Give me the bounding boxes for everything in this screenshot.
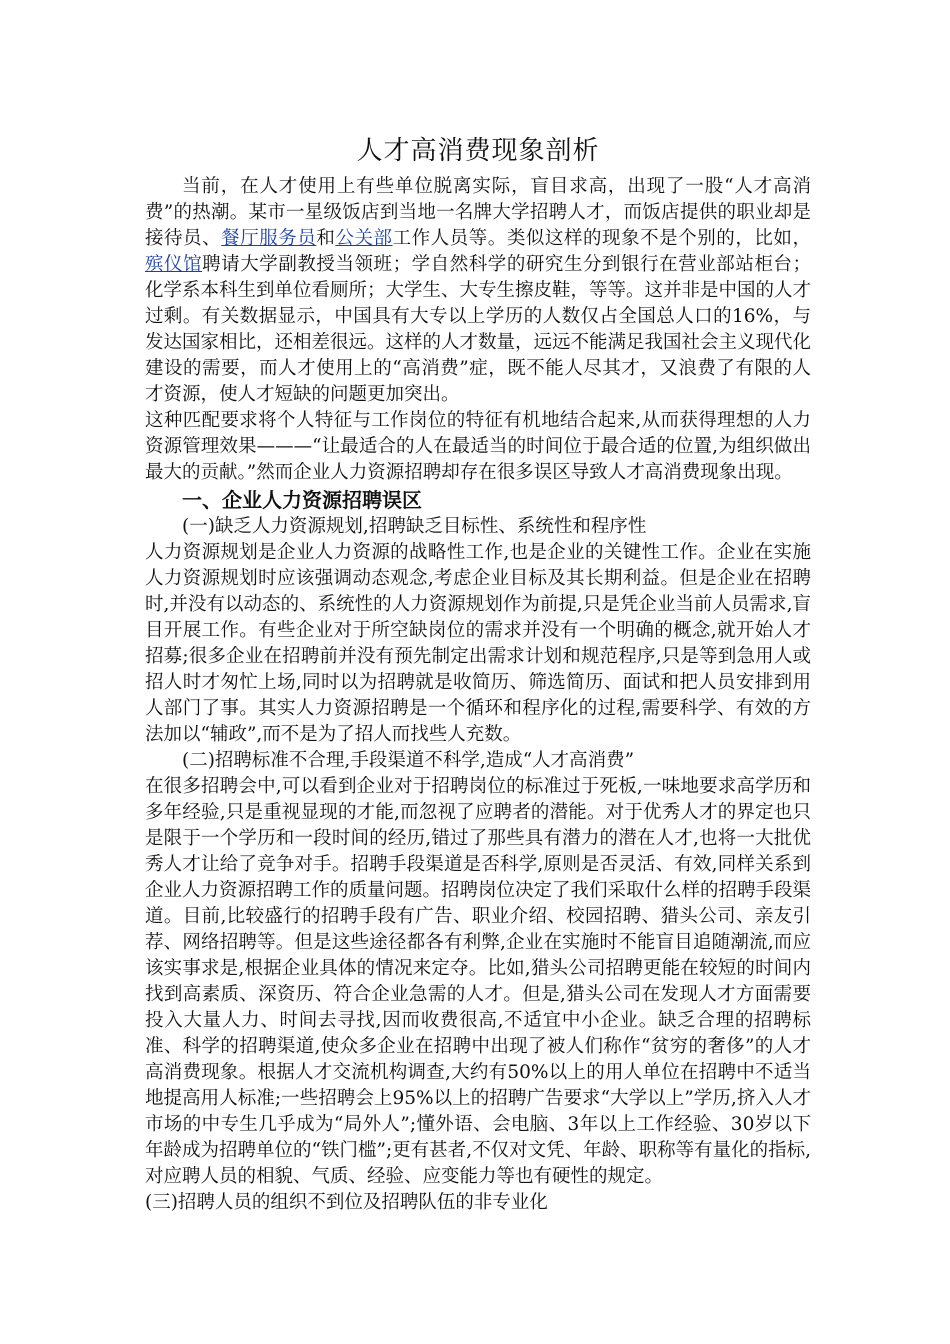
intro-text-c: 工作人员等。类似这样的现象不是个别的，比如，	[392, 228, 811, 249]
intro-paragraph-1	[145, 174, 811, 408]
link-pr-department[interactable]: 公关部	[335, 228, 393, 249]
intro-paragraph-2: 这种匹配要求将个人特征与工作岗位的特征有机地结合起来,从而获得理想的人力资源管理效果———“让最适合的人在最适当的时间位于最合适的位置,为组织做出最大的贡献。”然而企业人力资源招聘却存在很多误区导致人才高消费现象出现。	[145, 410, 811, 483]
intro-text-d: 聘请大学副教授当领班；学自然科学的研究生分到银行在营业部站柜台；化学系本科生到单位看厕所；大学生、大专生擦皮鞋，等等。这并非是中国的人才过剩。有关数据显示，中国具有大专以上学历的人数仅占全国总人口的16%，与发达国家相比，还相差很远。这样的人才数量，远远不能满足我国社会主义现代化建设的需要，而人才使用上的“高消费”症，既不能人尽其才，又浪费了有限的人才资源，使人才短缺的问题更加突出。	[145, 254, 812, 405]
subheading-3: (三)招聘人员的组织不到位及招聘队伍的非专业化	[145, 1192, 548, 1213]
subsection-1-body: 人力资源规划是企业人力资源的战略性工作,也是企业的关键性工作。企业在实施人力资源规划时应该强调动态观念,考虑企业目标及其长期利益。但是企业在招聘时,并没有以动态的、系统性的人力资源规划作为前提,只是凭企业当前人员需求,盲目开展工作。有些企业对于所空缺岗位的需求并没有一个明确的概念,就开始人才招募;很多企业在招聘前并没有预先制定出需求计划和规范程序,只是等到急用人或招人时才匆忙上场,同时以为招聘就是收简历、筛选简历、面试和把人员安排到用人部门了事。其实人力资源招聘是一个循环和程序化的过程,需要科学、有效的方法加以“辅政”,而不是为了招人而找些人充数。	[145, 542, 811, 745]
link-funeral-home[interactable]: 殡仪馆	[145, 254, 203, 275]
subheading-2: (二)招聘标准不合理,手段渠道不科学,造成“人才高消费”	[182, 750, 635, 771]
subsection-2-body: 在很多招聘会中,可以看到企业对于招聘岗位的标准过于死板,一味地要求高学历和多年经验,只是重视显现的才能,而忽视了应聘者的潜能。对于优秀人才的界定也只是限于一个学历和一段时间的经历,错过了那些具有潜力的潜在人才,也将一大批优秀人才让给了竞争对手。招聘手段渠道是否科学,原则是否灵活、有效,同样关系到企业人力资源招聘工作的质量问题。招聘岗位决定了我们采取什么样的招聘手段渠道。目前,比较盛行的招聘手段有广告、职业介绍、校园招聘、猎头公司、亲友引荐、网络招聘等。但是这些途径都各有利弊,企业在实施时不能盲目追随潮流,而应该实事求是,根据企业具体的情况来定夺。比如,猎头公司招聘更能在较短的时间内找到高素质、深资历、符合企业急需的人才。但是,猎头公司在发现人才方面需要投入大量人力、时间去寻找,因而收费很高,不适宜中小企业。缺乏合理的招聘标准、科学的招聘渠道,使众多企业在招聘中出现了被人们称作“贫穷的奢侈”的人才高消费现象。根据人才交流机构调查,大约有50%以上的用人单位在招聘中不适当地提高用人标准;一些招聘会上95%以上的招聘广告要求“大学以上”学历,挤入人才市场的中专生几乎成为“局外人”;懂外语、会电脑、3年以上工作经验、30岁以下年龄成为招聘单位的“铁门槛”;更有甚者,不仅对文凭、年龄、职称等有量化的指标,对应聘人员的相貌、气质、经验、应变能力等也有硬性的规定。	[145, 776, 812, 1187]
link-restaurant-staff[interactable]: 餐厅服务员	[221, 228, 317, 249]
document-page	[145, 132, 811, 1216]
subheading-1: (一)缺乏人力资源规划,招聘缺乏目标性、系统性和程序性	[182, 516, 647, 537]
document-title: 人才高消费现象剖析	[356, 136, 600, 166]
intro-text-a: 当前，在人才使用上有些单位脱离实际，盲目求高，出现了一股“人才高消费”的热潮。某市一星级饭店到当地一名牌大学招聘人才，而饭店提供的职业却是接待员、	[145, 176, 811, 249]
section-heading: 一、企业人力资源招聘误区	[182, 488, 422, 512]
intro-text-b: 和	[316, 228, 336, 249]
